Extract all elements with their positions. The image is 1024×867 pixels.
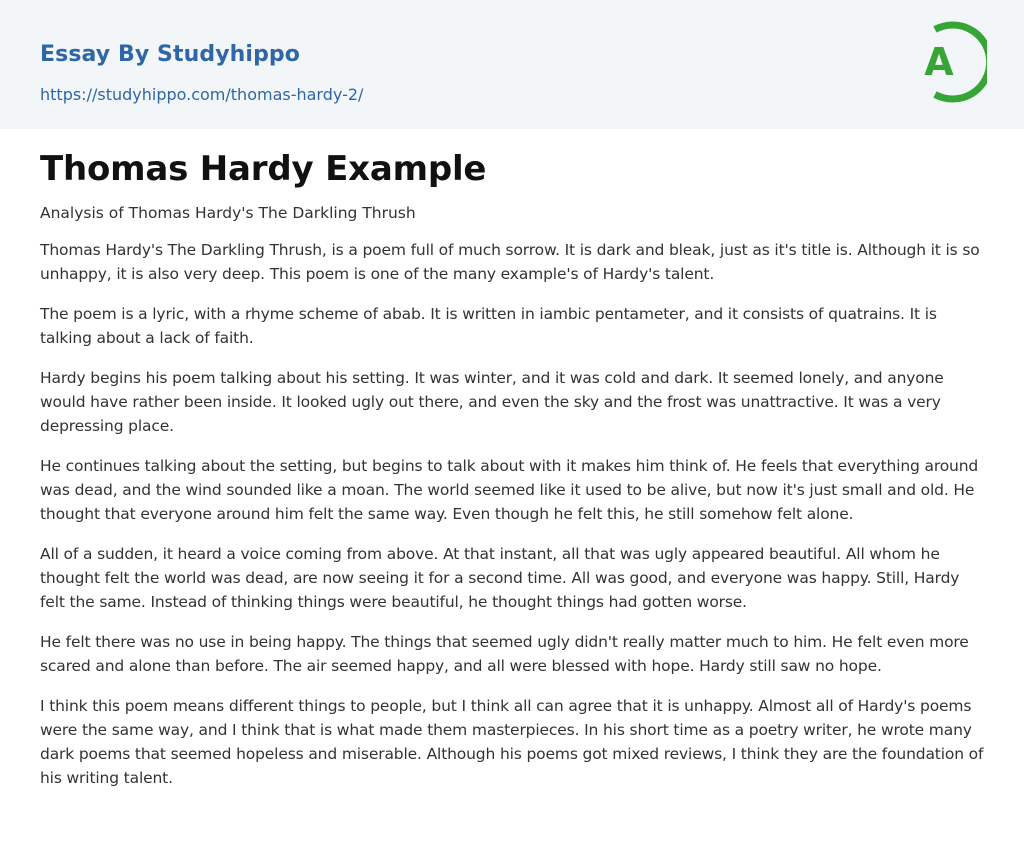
logo-letter: A <box>924 40 954 84</box>
paragraph: Thomas Hardy's The Darkling Thrush, is a poem full of much sorrow. It is dark and bleak, just as it's title is. Although it is so unhappy, it is also very deep. This poem is one of the many example's of Hardy's talent. <box>40 241 980 283</box>
page-header <box>0 0 1024 129</box>
paragraph: He continues talking about the setting, but begins to talk about with it makes him think of. He feels that everything around was dead, and the wind sounded like a moan. The world seemed like it used to be alive, but now it's just small and old. He thought that everyone around him felt the same way. Even though he felt this, he still somehow felt alone. <box>40 457 979 523</box>
paragraph: He felt there was no use in being happy. The things that seemed ugly didn't really matter much to him. He felt even more scared and alone than before. The air seemed happy, and all were blessed with hope. Hardy still saw no hope. <box>40 633 969 675</box>
brand-title: Essay By Studyhippo <box>40 42 300 67</box>
essay-url-link[interactable]: https://studyhippo.com/thomas-hardy-2/ <box>40 85 364 104</box>
article <box>0 148 1024 790</box>
page-title: Thomas Hardy Example <box>40 149 487 189</box>
grade-a-logo-icon <box>911 19 987 105</box>
paragraph: All of a sudden, it heard a voice coming from above. At that instant, all that was ugly appeared beautiful. All whom he thought felt the world was dead, are now seeing it for a second time. All was good, and everyone was happy. Still, Hardy felt the same. Instead of thinking things were beautiful, he thought things had gotten worse. <box>40 545 960 611</box>
article-subtitle: Analysis of Thomas Hardy's The Darkling Thrush <box>40 204 416 222</box>
paragraph: The poem is a lyric, with a rhyme scheme of abab. It is written in iambic pentameter, and it consists of quatrains. It is talking about a lack of faith. <box>40 305 937 347</box>
paragraph: Hardy begins his poem talking about his setting. It was winter, and it was cold and dark. It seemed lonely, and anyone would have rather been inside. It looked ugly out there, and even the sky and the frost was unattractive. It was a very depressing place. <box>40 369 944 435</box>
paragraph: I think this poem means different things to people, but I think all can agree that it is unhappy. Almost all of Hardy's poems were the same way, and I think that is what made them masterpieces. In his short time as a poetry writer, he wrote many dark poems that seemed hopeless and miserable. Although his poems got mixed reviews, I think they are the foundation of his writing talent. <box>40 697 984 787</box>
